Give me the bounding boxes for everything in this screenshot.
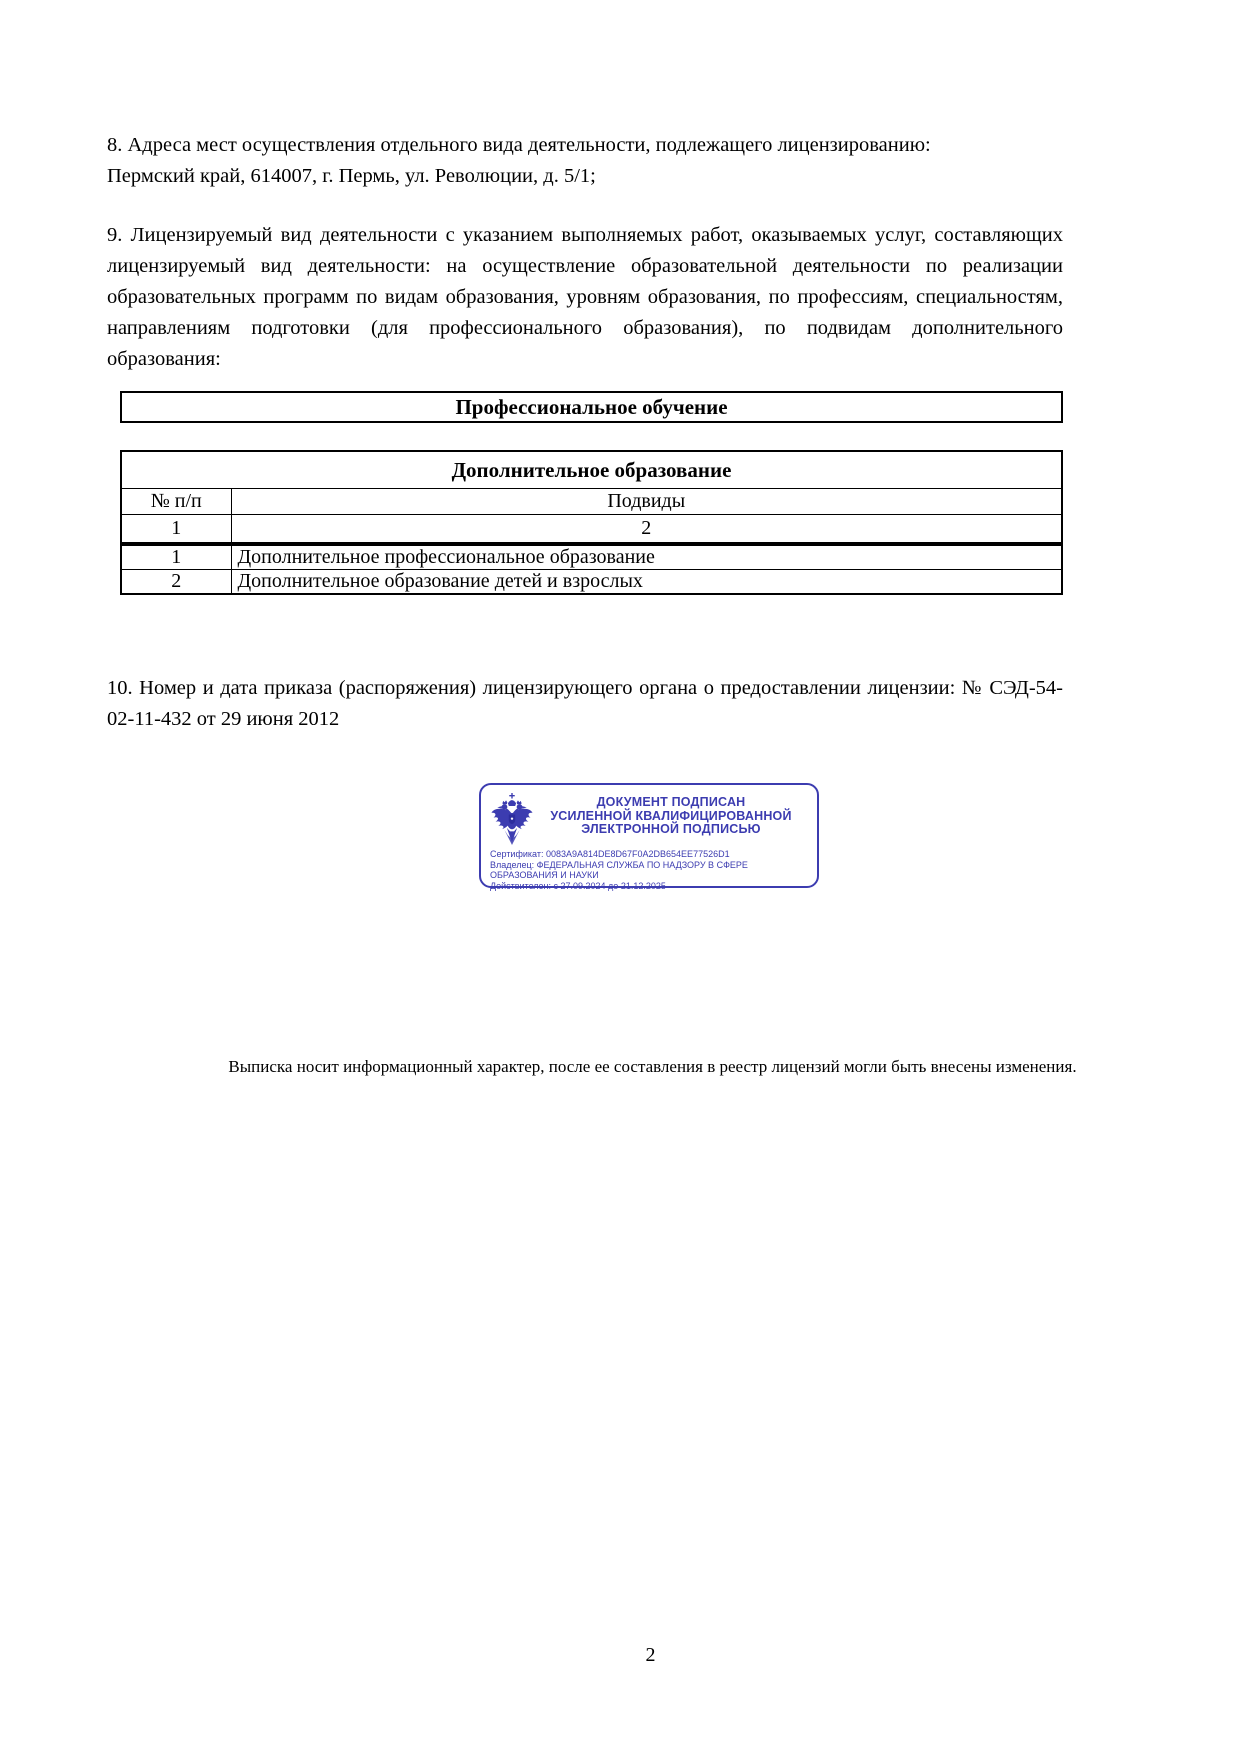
stamp-top-section — [490, 792, 808, 845]
paragraph-8-address: Пермский край, 614007, г. Пермь, ул. Революции, д. 5/1; — [107, 165, 596, 187]
additional-education-table — [120, 450, 1063, 595]
stamp-title-line2: УСИЛЕННОЙ КВАЛИФИЦИРОВАННОЙ — [550, 808, 792, 823]
certificate-line: Сертификат: 0083A9A814DE8D67F0A2DB654EE77526D1 — [490, 849, 730, 859]
subtype-cell: Дополнительное образование детей и взрослых — [231, 570, 1062, 595]
page-number: 2 — [645, 1644, 656, 1666]
owner-line: Владелец: ФЕДЕРАЛЬНАЯ СЛУЖБА ПО НАДЗОРУ В СФЕРЕ ОБРАЗОВАНИЯ И НАУКИ — [490, 859, 748, 880]
table-row — [121, 570, 1062, 595]
table-row — [121, 544, 1062, 570]
table-title-row — [121, 451, 1062, 489]
digital-signature-stamp — [479, 783, 819, 891]
paragraph-8 — [107, 130, 1063, 192]
informational-note: Выписка носит информационный характер, после ее составления в реестр лицензий могли быть внесены изменения. — [228, 1057, 1077, 1076]
stamp-title-line3: ЭЛЕКТРОННОЙ ПОДПИСЬЮ — [581, 822, 761, 836]
document-content — [107, 0, 1063, 735]
table-header-row — [121, 489, 1062, 515]
stamp-title-line1: ДОКУМЕНТ ПОДПИСАН — [596, 795, 746, 809]
subtype-cell: Дополнительное профессиональное образование — [231, 544, 1062, 570]
stamp-certificate-info — [490, 849, 808, 891]
row-number-cell: 1 — [121, 544, 231, 570]
paragraph-10: 10. Номер и дата приказа (распоряжения) лицензирующего органа о предоставлении лицензии: № СЭД-54-02-11-432 от 29 июня 2012 — [107, 677, 1063, 730]
table-row — [121, 392, 1062, 422]
column-header-subtypes: Подвиды — [231, 489, 1062, 515]
column-number-row — [121, 515, 1062, 545]
validity-line: Действителен: с 27.09.2024 до 21.12.2025 — [490, 880, 666, 891]
stamp-title — [534, 792, 808, 837]
paragraph-9: 9. Лицензируемый вид деятельности с указанием выполняемых работ, оказываемых услуг, составляющих лицензируемый вид деятельности: на осуществление образовательной деятельности по реализации образовательных программ по видам образования, уровням образования, по профессиям, специальностям, направлениям подготовки (для профессионального образования), по подвидам дополнительного образования: — [107, 224, 1063, 370]
professional-training-table — [120, 391, 1063, 423]
professional-training-title: Профессиональное обучение — [121, 392, 1062, 422]
column-header-number: № п/п — [121, 489, 231, 515]
paragraph-8-heading: 8. Адреса мест осуществления отдельного вида деятельности, подлежащего лицензированию: — [107, 134, 931, 156]
column-number-cell: 1 — [121, 515, 231, 545]
column-number-cell: 2 — [231, 515, 1062, 545]
row-number-cell: 2 — [121, 570, 231, 595]
additional-education-title: Дополнительное образование — [121, 451, 1062, 489]
russian-coat-of-arms-icon — [490, 793, 534, 845]
